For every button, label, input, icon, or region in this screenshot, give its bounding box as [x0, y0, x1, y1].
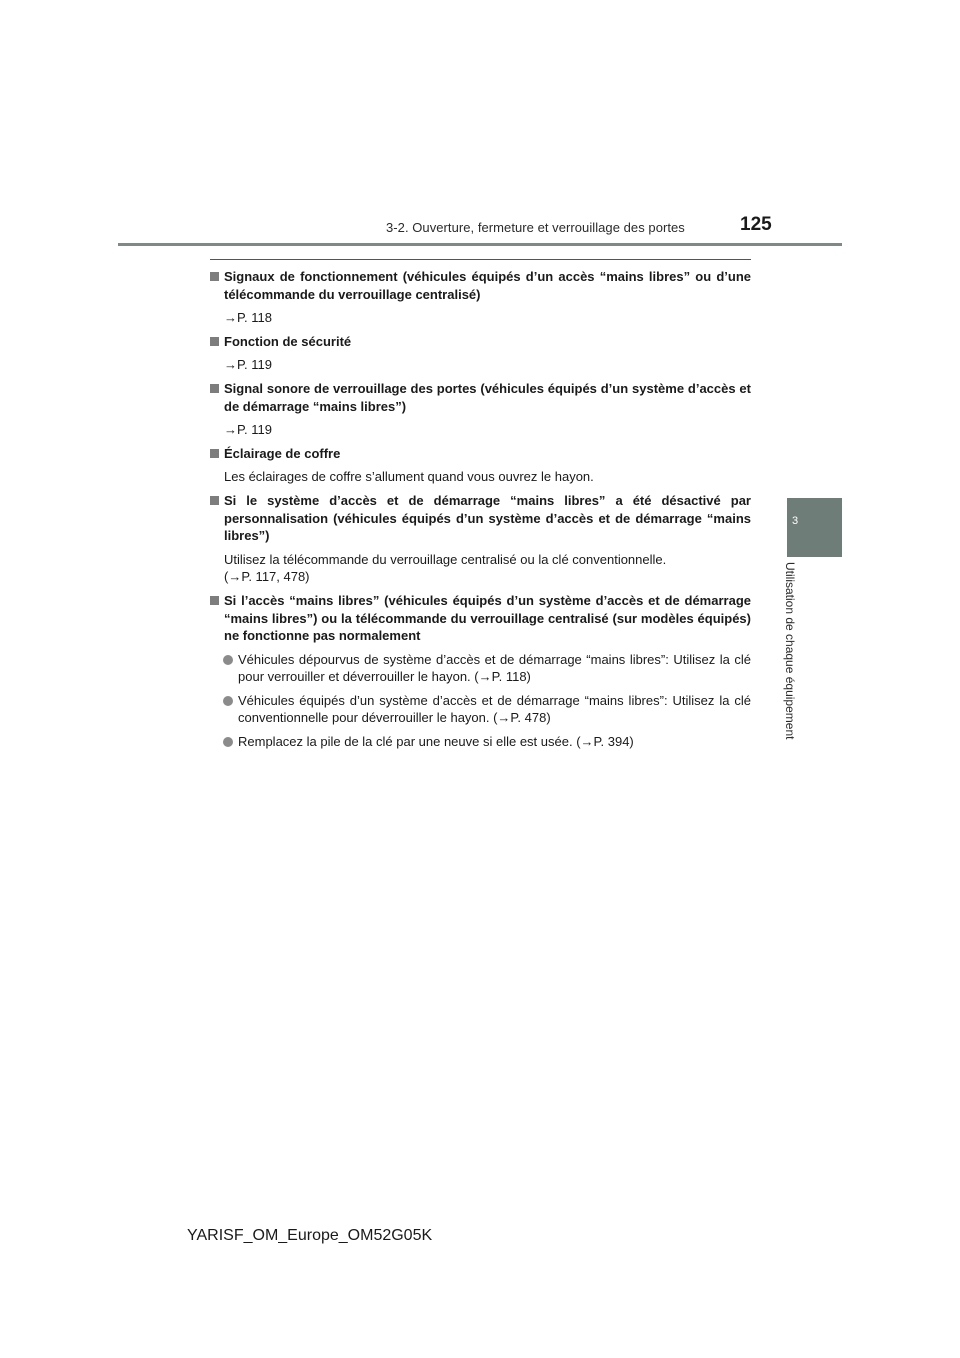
chapter-number: 3 — [792, 515, 799, 527]
section-heading — [210, 333, 751, 351]
heading-text: Éclairage de coffre — [224, 445, 341, 461]
section-security-function — [210, 333, 751, 374]
section-heading — [210, 592, 751, 645]
chapter-tab[interactable] — [787, 498, 842, 557]
list-item — [210, 733, 751, 751]
section-heading — [210, 492, 751, 545]
square-bullet-icon — [210, 449, 219, 458]
circle-bullet-icon — [223, 655, 233, 665]
section-heading — [210, 268, 751, 303]
heading-text: Fonction de sécurité — [224, 333, 352, 349]
page-content — [210, 268, 751, 757]
list-item-text: Véhicules dépourvus de système d’accès et de démarrage “mains libres”: Utilisez la clé pour verrouiller et déverrouiller le hayon. (→P. 118) — [238, 651, 751, 685]
page-reference-link[interactable]: (→P. 117, 478) — [224, 569, 310, 585]
square-bullet-icon — [210, 337, 219, 346]
section-operation-signals — [210, 268, 751, 327]
square-bullet-icon — [210, 384, 219, 393]
square-bullet-icon — [210, 596, 219, 605]
header-divider — [118, 243, 842, 246]
page-reference-link[interactable]: →P. 119 — [224, 357, 272, 373]
section-body: Les éclairages de coffre s’allument quand vous ouvrez le hayon. — [224, 469, 594, 485]
page-reference-link[interactable]: →P. 119 — [224, 422, 272, 438]
section-heading — [210, 445, 751, 463]
square-bullet-icon — [210, 272, 219, 281]
page-number: 125 — [740, 214, 772, 235]
section-body: Utilisez la télécommande du verrouillage centralisé ou la clé conventionnelle. — [224, 551, 667, 567]
circle-bullet-icon — [223, 696, 233, 706]
section-title: 3-2. Ouverture, fermeture et verrouillage des portes — [386, 220, 685, 235]
heading-text: Si le système d’accès et de démarrage “mains libres” a été désactivé par personnalisation (véhicules équipés d’un système d’accès et de démarrage “mains libres”) — [224, 492, 751, 544]
section-system-deactivated — [210, 492, 751, 586]
document-code: YARISF_OM_Europe_OM52G05K — [187, 1227, 433, 1244]
list-item — [210, 651, 751, 686]
section-malfunction — [210, 592, 751, 751]
section-door-lock-buzzer — [210, 380, 751, 439]
section-luggage-light — [210, 445, 751, 486]
circle-bullet-icon — [223, 737, 233, 747]
page-reference-link[interactable]: →P. 118 — [224, 310, 272, 326]
list-item — [210, 692, 751, 727]
square-bullet-icon — [210, 496, 219, 505]
chapter-title: Utilisation de chaque équipement — [783, 562, 797, 740]
content-divider — [210, 259, 751, 260]
heading-text: Si l’accès “mains libres” (véhicules équipés d’un système d’accès et de démarrage “mains libres”) ou la télécommande du verrouillage centralisé (sur modèles équipés) ne fonctionne pas normalement — [224, 592, 751, 644]
section-heading — [210, 380, 751, 415]
heading-text: Signal sonore de verrouillage des portes (véhicules équipés d’un système d’accès et de démarrage “mains libres”) — [224, 380, 751, 414]
heading-text: Signaux de fonctionnement (véhicules équipés d’un accès “mains libres” ou d’une télécommande du verrouillage centralisé) — [224, 269, 751, 302]
list-item-text: Remplacez la pile de la clé par une neuve si elle est usée. (→P. 394) — [238, 734, 634, 750]
list-item-text: Véhicules équipés d’un système d’accès et de démarrage “mains libres”: Utilisez la clé conventionnelle pour déverrouiller le hayon. (→P. 478) — [238, 692, 751, 726]
